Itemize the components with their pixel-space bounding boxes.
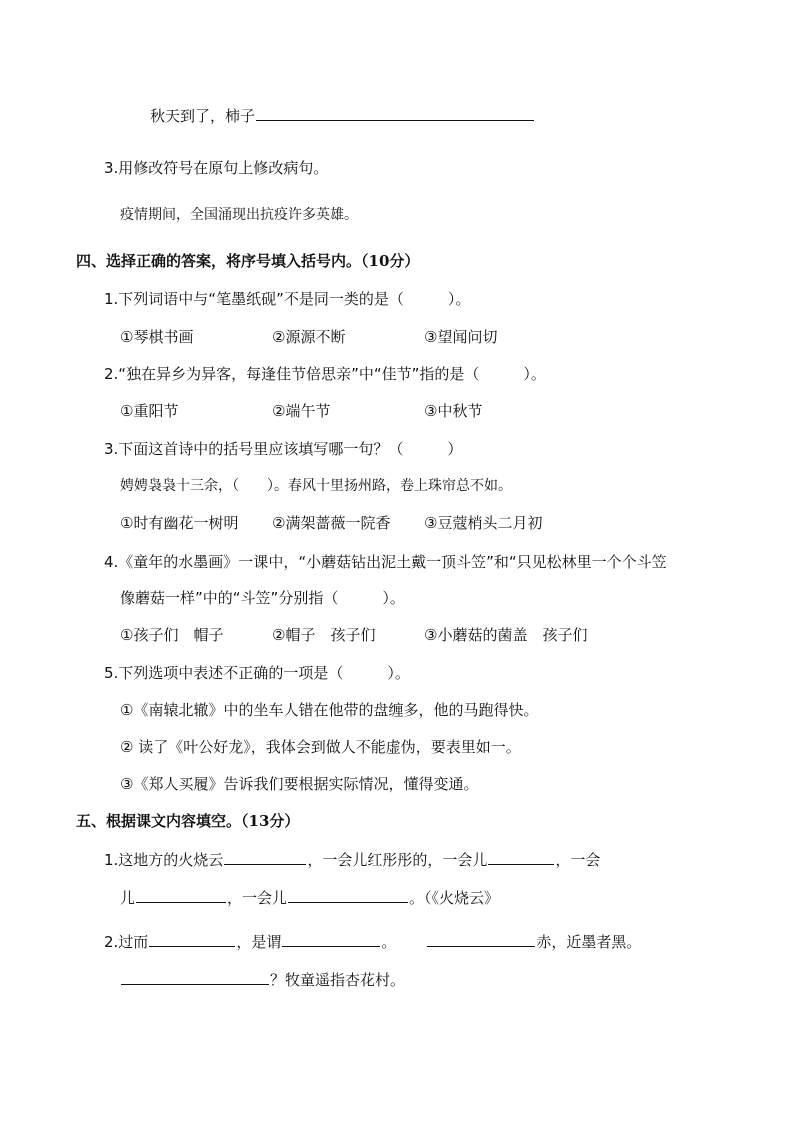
answer-blank[interactable] [288,886,408,903]
answer-blank[interactable] [427,930,535,947]
fill-line-text: 秋天到了，柿子 [150,107,256,125]
option-2[interactable]: ②帽子 孩子们 [272,626,376,644]
question-stem-end: ）。 [523,365,546,383]
text-segment: ，一会儿红彤彤的，一会儿 [307,851,488,869]
question-stem-end: ） [447,440,463,458]
section-5-title: 五、根据课文内容填空。（13分） [76,812,300,830]
text-segment: 。 [381,933,397,951]
question-stem: 1.下列词语中与“笔墨纸砚”不是同一类的是（ [104,290,404,308]
s4-question-4-line2 [120,587,405,609]
s4-q5-option-3[interactable]: ③《郑人买履》告诉我们要根据实际情况，懂得变通。 [120,775,479,793]
s5-question-1-line2 [120,886,499,909]
option-1[interactable]: ①时有幽花一树明 [120,514,239,532]
s4-question-3 [104,438,462,460]
question-3-prompt: 3.用修改符号在原句上修改病句。 [104,159,329,177]
s4-question-5 [104,662,410,684]
text-segment: ，一会儿 [227,889,288,907]
text-segment: 。（《火烧云》 [409,889,500,907]
question-stem: 2.“独在异乡为异客，每逢佳节倍思亲”中“佳节”指的是（ [104,365,480,383]
option-1[interactable]: ①琴棋书画 [120,328,194,346]
question-stem-end: ）。 [382,589,405,607]
question-stem: 5.下列选项中表述不正确的一项是（ [104,664,344,682]
question-stem: 3.下面这首诗中的括号里应该填写哪一句？（ [104,440,404,458]
s5-question-2-line1 [104,930,641,953]
answer-blank[interactable] [121,968,269,985]
poem-line: 娉娉袅袅十三余，（ ）。春风十里扬州路，卷上珠帘总不如。 [120,478,512,494]
text-segment: 1.这地方的火烧云 [104,851,224,869]
answer-blank[interactable] [282,930,380,947]
text-segment: 儿 [120,889,136,907]
text-segment: 赤，近墨者黑。 [536,933,642,951]
text-segment: 2.过而 [104,933,149,951]
s5-question-2-line2 [120,968,405,991]
answer-blank[interactable] [488,848,554,865]
s5-question-1-line1 [104,848,600,871]
option-2[interactable]: ②满架蔷薇一院香 [272,514,391,532]
text-segment: ，是谓 [236,933,282,951]
answer-blank[interactable] [149,930,235,947]
s4-question-1 [104,288,470,310]
option-3[interactable]: ③望闻问切 [424,328,498,346]
option-3[interactable]: ③小蘑菇的菌盖 孩子们 [424,626,588,644]
question-stem-end: ）。 [387,664,410,682]
text-segment: ？牧童遥指杏花村。 [270,971,406,989]
fill-line-persimmon [150,104,535,127]
s4-q5-option-1[interactable]: ①《南辕北辙》中的坐车人错在他带的盘缠多，他的马跑得快。 [120,701,539,719]
s4-q5-option-2[interactable]: ② 读了《叶公好龙》，我体会到做人不能虚伪，要表里如一。 [120,738,521,756]
answer-blank[interactable] [256,104,534,121]
faulty-sentence: 疫情期间，全国涌现出抗疫许多英雄。 [120,207,358,223]
option-3[interactable]: ③豆蔻梢头二月初 [424,514,543,532]
question-stem-end: ）。 [447,290,471,308]
answer-blank[interactable] [136,886,226,903]
option-2[interactable]: ②端午节 [272,402,331,420]
s4-question-4-line1: 4.《童年的水墨画》一课中，“小蘑菇钻出泥土戴一顶斗笠”和“只见松林里一个个斗笠 [104,553,667,571]
question-stem: 像蘑菇一样”中的“斗笠”分别指（ [120,589,339,607]
text-segment: ，一会 [555,851,601,869]
answer-blank[interactable] [224,848,306,865]
option-1[interactable]: ①孩子们 帽子 [120,626,224,644]
option-1[interactable]: ①重阳节 [120,402,179,420]
option-2[interactable]: ②源源不断 [272,328,346,346]
section-4-title: 四、选择正确的答案，将序号填入括号内。（10分） [76,252,420,270]
s4-question-2 [104,363,546,385]
option-3[interactable]: ③中秋节 [424,402,483,420]
